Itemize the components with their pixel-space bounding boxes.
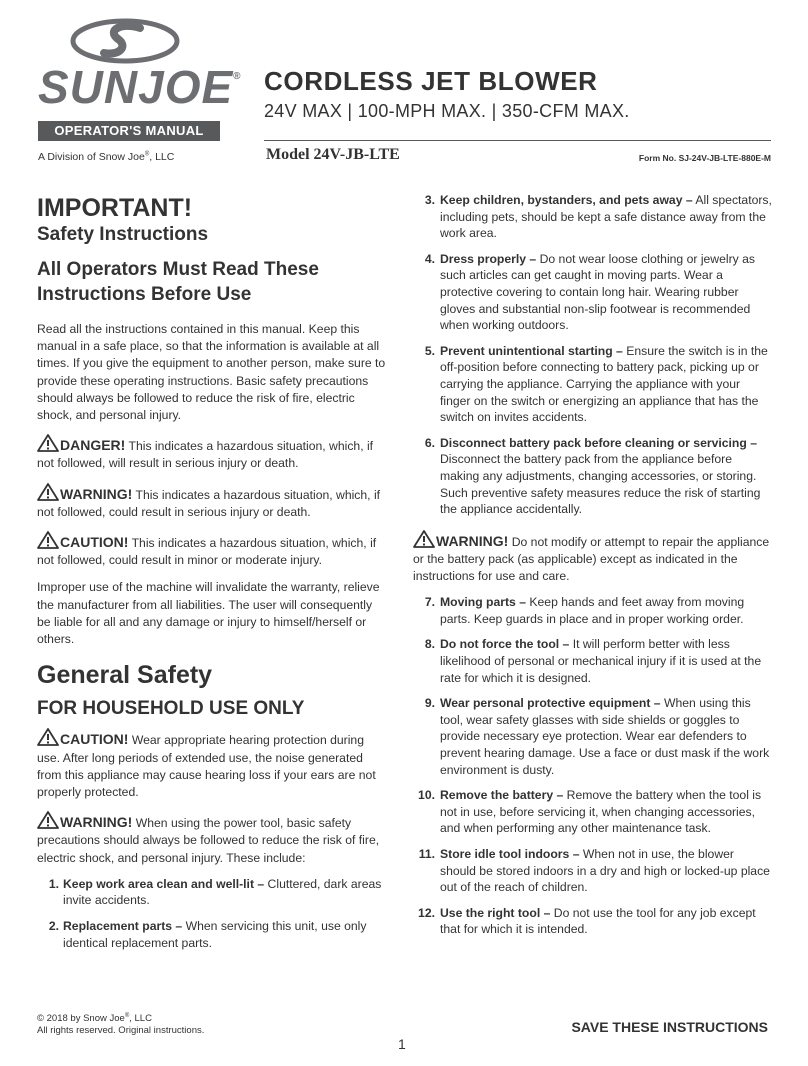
left-column [37, 195, 387, 951]
safety-list-left [37, 876, 387, 951]
page-number: 1 [398, 1036, 406, 1052]
modify-warning-alert: WARNING! Do not modify or attempt to repair the appliance or the battery pack (as applicable) except as indicated in the instructions for use and care. [413, 530, 773, 586]
product-title: CORDLESS JET BLOWER [264, 66, 598, 96]
copyright-notice: © 2018 by Snow Joe®, LLC All rights reserved. Original instructions. [37, 1013, 205, 1037]
list-item: 8. Do not force the tool – It will perform better with less likelihood of personal or mechanical injury if it is used at the rate for which it is designed. [424, 637, 762, 685]
warning-triangle-icon [413, 530, 435, 548]
safety-list-right-b [413, 594, 773, 938]
safety-instructions-heading: Safety Instructions [37, 223, 209, 245]
list-item: 3. Keep children, bystanders, and pets away – All spectators, including pets, should be kept a safe distance away from the work area. [424, 193, 772, 241]
list-item: 9. Wear personal protective equipment – When using this tool, wear safety glasses with side shields or goggles to provide necessary eye protection. Wear ear defenders to prevent hearing damage. Use a face or dust mask if the work environment is dusty. [424, 696, 770, 777]
save-instructions-label: SAVE THESE INSTRUCTIONS [571, 1019, 768, 1035]
list-item: 6. Disconnect battery pack before cleaning or servicing – Disconnect the battery pack from the appliance before making any adjustments, changing accessories, or storing. Such preventive safety measures reduce the risk of starting the appliance accidentally. [424, 435, 761, 517]
list-item: 1. Keep work area clean and well-lit – Cluttered, dark areas invite accidents. [48, 876, 382, 908]
warning-alert: WARNING! This indicates a hazardous situation, which, if not followed, could result in serious injury or death. [37, 483, 387, 521]
sunjoe-logo-swoosh-icon [70, 18, 180, 64]
important-heading: IMPORTANT! [37, 194, 193, 222]
division-text: A Division of Snow Joe®, LLC [38, 151, 175, 163]
list-item: 11. Store idle tool indoors – When not in use, the blower should be stored indoors in a dry and high or locked-up place out of the reach of children. [418, 847, 770, 895]
hearing-caution-alert: CAUTION! Wear appropriate hearing protection during use. After long periods of extended use, the noise generated from this appliance may cause hearing loss if your ears are not properly protected. [37, 728, 387, 801]
warning-triangle-icon [37, 434, 59, 452]
intro-paragraph: Read all the instructions contained in this manual. Keep this manual in a safe place, so that the information is available at all times. If you give the equipment to another person, make sure to provide these operating instructions. Basic safety precautions should always be followed to reduce the risk of fire, electric shock, and personal injury. [37, 321, 386, 422]
power-tool-warning-alert: WARNING! When using the power tool, basic safety precautions should always be followed to reduce the risk of fire, electric shock, and personal injury. These include: [37, 811, 387, 867]
warning-triangle-icon [37, 811, 59, 829]
caution-alert: CAUTION! This indicates a hazardous situation, which, if not followed, could result in minor or moderate injury. [37, 531, 387, 569]
must-read-heading: All Operators Must Read These Instructions Before Use [37, 259, 319, 305]
form-number: Form No. SJ-24V-JB-LTE-880E-M [638, 153, 771, 163]
improper-use-paragraph: Improper use of the machine will invalidate the warranty, relieve the manufacturer from all liabilities. The user will consequently be liable for all and any damage or injury to himself/herself or others. [37, 580, 380, 646]
operators-manual-label: OPERATOR'S MANUAL [38, 121, 220, 141]
right-column [413, 192, 773, 938]
model-number: Model 24V-JB-LTE [266, 146, 400, 163]
header-divider [264, 140, 771, 141]
list-item: 2. Replacement parts – When servicing this unit, use only identical replacement parts. [48, 919, 367, 950]
general-safety-heading: General Safety [37, 661, 213, 690]
brand-logo: SUNJOE® [38, 61, 242, 113]
danger-alert: DANGER! This indicates a hazardous situation, which, if not followed, will result in serious injury or death. [37, 434, 387, 472]
list-item: 5. Prevent unintentional starting – Ensure the switch is in the off-position before connecting to battery pack, picking up or carrying the appliance. Carrying the appliance with your finger on the switch or energizing an appliance that has the switch on invites accidents. [424, 343, 768, 425]
warning-triangle-icon [37, 531, 59, 549]
list-item: 10. Remove the battery – Remove the battery when the tool is not in use, before servicing it, when changing accessories, and when performing any other maintenance task. [418, 788, 762, 836]
household-use-heading: FOR HOUSEHOLD USE ONLY [37, 697, 305, 719]
warning-triangle-icon [37, 728, 59, 746]
product-specs: 24V MAX | 100-MPH MAX. | 350-CFM MAX. [264, 101, 630, 121]
list-item: 4. Dress properly – Do not wear loose clothing or jewelry as such articles can get caught in moving parts. Wear a protective covering to contain long hair. Wearing rubber gloves and substantial non-slip footwear is recommended when working outdoors. [424, 251, 756, 333]
list-item: 7. Moving parts – Keep hands and feet away from moving parts. Keep guards in place and in proper working order. [424, 595, 745, 626]
safety-list-right-a [413, 192, 773, 518]
list-item: 12. Use the right tool – Do not use the tool for any job except that for which it is intended. [418, 905, 756, 937]
warning-triangle-icon [37, 483, 59, 501]
